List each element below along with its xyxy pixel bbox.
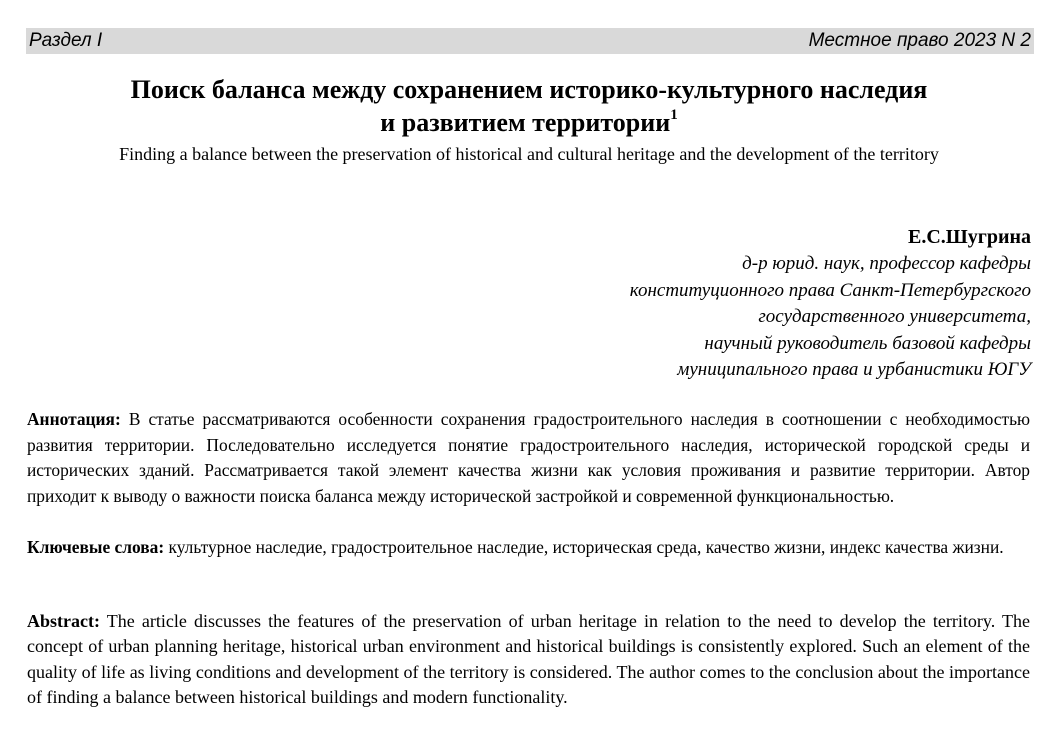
article-title-line-2 bbox=[0, 108, 1058, 138]
keywords-paragraph bbox=[27, 535, 1030, 561]
affiliation-line: государственного университета, bbox=[758, 306, 1031, 327]
section-label: Раздел I bbox=[29, 30, 103, 51]
footnote-marker[interactable]: 1 bbox=[670, 107, 678, 123]
journal-label: Местное право 2023 N 2 bbox=[808, 30, 1031, 51]
affiliation-line: муниципального права и урбанистики ЮГУ bbox=[677, 359, 1031, 380]
keywords-text: культурное наследие, градостроительное наследие, историческая среда, качество жизни, индекс качества жизни. bbox=[164, 537, 1004, 557]
affiliation-line: научный руководитель базовой кафедры bbox=[704, 332, 1031, 354]
author-affiliation bbox=[630, 251, 1031, 384]
annotation-label: Аннотация: bbox=[27, 409, 121, 429]
abstract-paragraph bbox=[27, 609, 1030, 710]
author-name: Е.С.Шугрина bbox=[908, 226, 1031, 248]
annotation-paragraph bbox=[27, 407, 1030, 509]
english-title: Finding a balance between the preservation of historical and cultural heritage and the development of the territory bbox=[119, 144, 939, 164]
abstract-label: Abstract: bbox=[27, 611, 100, 631]
running-header bbox=[26, 28, 1034, 54]
article-title-line-1: Поиск баланса между сохранением историко-культурного наследия bbox=[130, 75, 928, 104]
abstract-text: The article discusses the features of the preservation of urban heritage in relation to the need to develop the territory. The concept of urban planning heritage, historical urban environment and historical buildings is consistently explored. Such an element of the quality of life as living conditions and development of the territory is considered. The author comes to the conclusion about the importance of finding a balance between historical buildings and modern functionality. bbox=[27, 611, 1030, 707]
article-title-text: и развитием территории bbox=[380, 108, 671, 137]
affiliation-line: д-р юрид. наук, профессор кафедры bbox=[742, 253, 1031, 274]
affiliation-line: конституционного права Санкт-Петербургского bbox=[629, 279, 1031, 301]
keywords-label: Ключевые слова: bbox=[27, 537, 165, 557]
annotation-text: В статье рассматриваются особенности сохранения градостроительного наследия в соотношении с необходимостью развития территории. Последовательно исследуется понятие градостроительного наследия, исторической городской среды и исторических зданий. Рассматривается такой элемент качества жизни как условия проживания и развитие территории. Автор приходит к выводу о важности поиска баланса между исторической застройкой и современной функциональностью. bbox=[27, 409, 1030, 506]
